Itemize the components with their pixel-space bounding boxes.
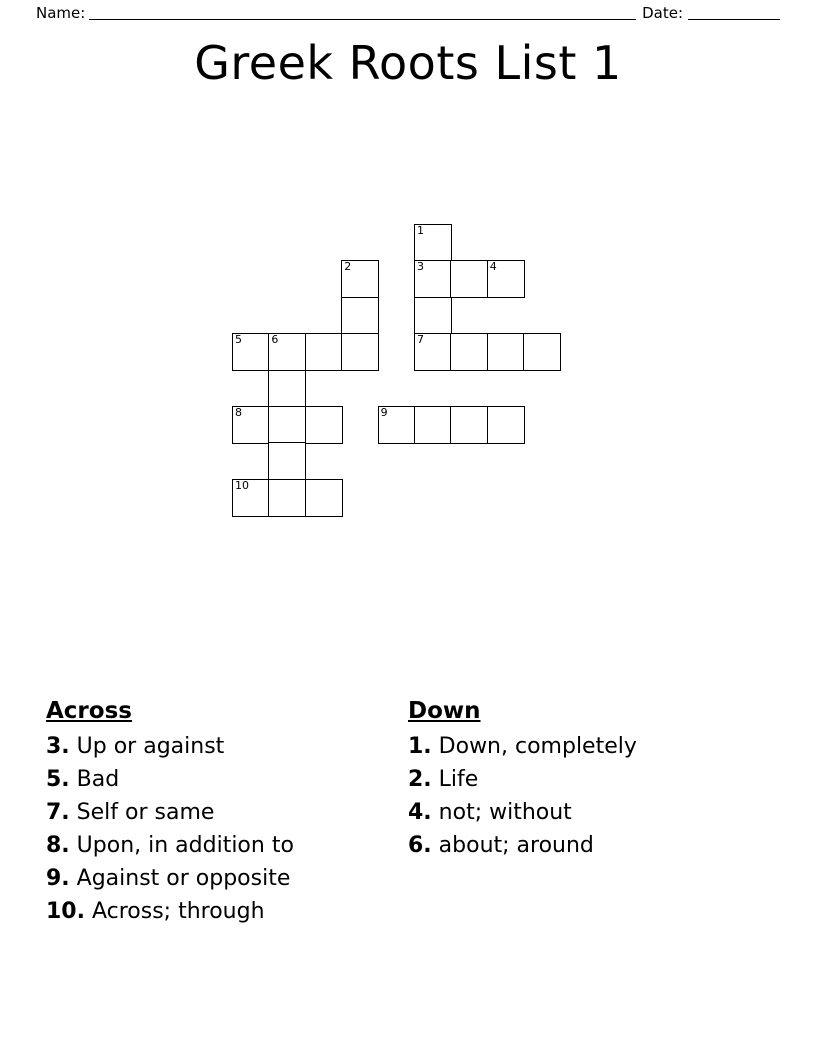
clue-item [408,796,770,829]
crossword-cell[interactable] [305,479,343,517]
clue-item [46,862,408,895]
crossword-cell[interactable] [268,370,306,408]
clue-text: about; around [431,833,594,858]
clue-number: 8. [46,833,70,858]
crossword-cell[interactable] [232,479,270,517]
crossword-cell[interactable] [414,406,452,444]
crossword-cell[interactable] [341,333,379,371]
crossword-cell[interactable] [487,260,525,298]
name-write-line[interactable] [89,6,636,20]
crossword-cell[interactable] [268,442,306,480]
clue-number: 4. [408,800,432,825]
clue-text: Self or same [69,800,215,825]
crossword-grid[interactable] [232,224,592,544]
clue-item [46,895,408,928]
cell-number: 6 [271,333,279,347]
crossword-cell[interactable] [414,260,452,298]
crossword-cell[interactable] [450,260,488,298]
name-label: Name: [36,4,86,22]
crossword-cell[interactable] [268,406,306,444]
crossword-cell[interactable] [341,260,379,298]
clue-number: 10. [46,899,85,924]
cell-number: 8 [235,406,242,419]
date-label: Date: [642,4,683,22]
cell-number: 7 [417,333,424,347]
crossword-cell[interactable] [268,333,306,371]
cell-number: 5 [235,333,242,347]
clue-number: 2. [408,767,432,792]
crossword-cell[interactable] [487,406,525,444]
cell-number: 4 [489,260,497,274]
crossword-cell[interactable] [232,333,270,371]
clue-number: 6. [408,833,432,858]
clues-section [46,698,776,928]
across-heading: Across [46,698,132,724]
crossword-cell[interactable] [414,297,452,335]
crossword-cell[interactable] [378,406,416,444]
crossword-cell[interactable] [414,224,452,262]
clue-item [46,730,408,763]
clue-text: not; without [431,800,572,825]
crossword-cell[interactable] [414,333,452,371]
crossword-cell[interactable] [305,333,343,371]
clue-text: Bad [69,767,120,792]
down-heading: Down [408,698,481,724]
cell-number: 10 [235,478,249,492]
clue-item [46,829,408,862]
cell-number: 3 [417,260,424,274]
clue-item [46,796,408,829]
clue-number: 9. [46,866,70,891]
clue-item [408,763,770,796]
worksheet-header [0,0,816,26]
clue-number: 3. [46,734,70,759]
date-write-line[interactable] [688,6,780,20]
page-title: Greek Roots List 1 [194,36,622,90]
cell-number: 2 [344,260,352,274]
crossword-cell[interactable] [523,333,561,371]
clue-item [408,829,770,862]
crossword-cell[interactable] [268,479,306,517]
clue-number: 7. [46,800,70,825]
clue-item [46,763,408,796]
crossword-cell[interactable] [450,333,488,371]
crossword-cell[interactable] [341,297,379,335]
down-clues-column [408,698,770,928]
clue-text: Across; through [84,899,265,924]
clue-number: 1. [408,734,432,759]
clue-item [408,730,770,763]
down-clue-list [408,730,770,862]
clue-text: Life [431,767,479,792]
clue-text: Up or against [69,734,225,759]
clue-number: 5. [46,767,70,792]
clue-text: Against or opposite [69,866,291,891]
clue-text: Down, completely [431,734,637,759]
crossword-cell[interactable] [305,406,343,444]
crossword-cell[interactable] [487,333,525,371]
across-clues-column [46,698,408,928]
cell-number: 1 [417,224,424,237]
cell-number: 9 [380,406,388,419]
clue-text: Upon, in addition to [69,833,294,858]
across-clue-list [46,730,408,928]
crossword-cell[interactable] [232,406,270,444]
crossword-cell[interactable] [450,406,488,444]
